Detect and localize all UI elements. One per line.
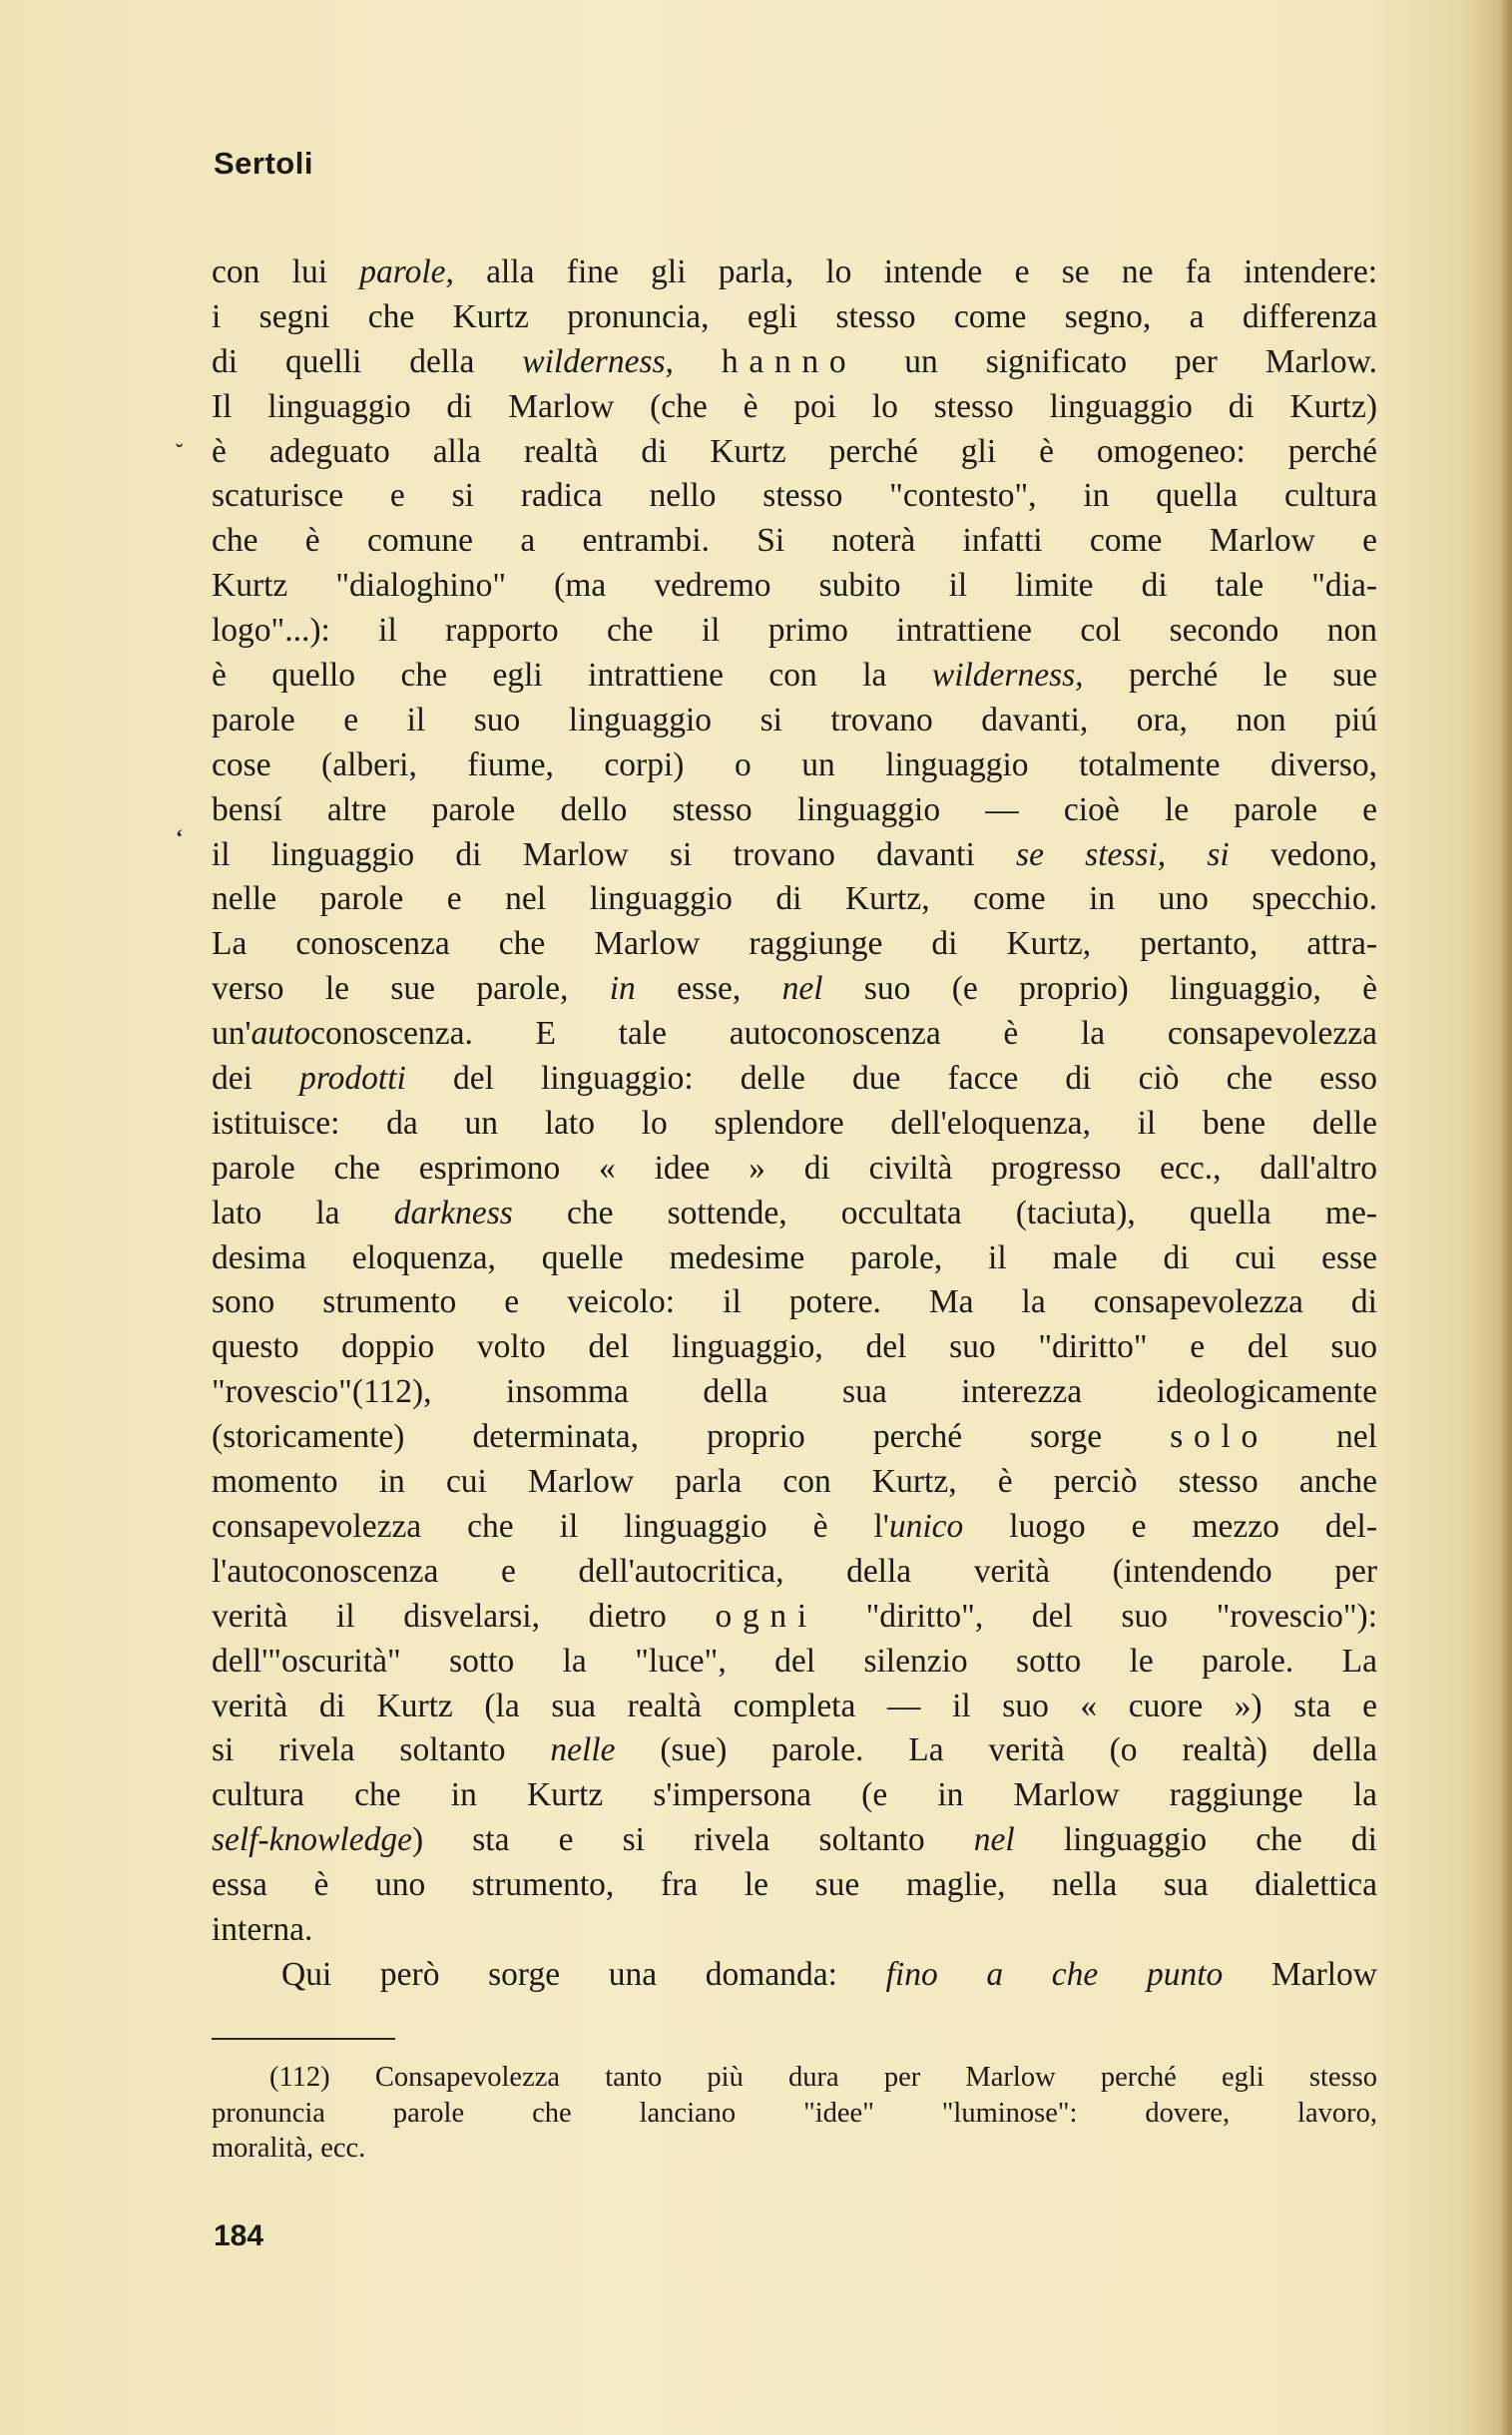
body-line: Il linguaggio di Marlow (che è poi lo stesso linguaggio di Kurtz) [212, 387, 1377, 425]
body-line: il linguaggio di Marlow si trovano davanti se stessi, si vedono, [212, 835, 1377, 873]
footnote [212, 2060, 1377, 2167]
body-line: è quello che egli intrattiene con la wilderness, perché le sue [212, 657, 1377, 695]
italic-text: self-knowledge [212, 1821, 412, 1859]
italic-text: darkness [393, 1194, 513, 1231]
body-line: istituisce: da un lato lo splendore dell'eloquenza, il bene delle [212, 1104, 1377, 1142]
body-line: essa è uno strumento, fra le sue maglie, nella sua dialettica [212, 1866, 1377, 1904]
body-line: verità di Kurtz (la sua realtà completa — il suo « cuore ») sta e [212, 1687, 1377, 1724]
body-line: La conoscenza che Marlow raggiunge di Kurtz, pertanto, attra- [212, 925, 1377, 963]
body-line: lato la darkness che sottende, occultata (taciuta), quella me- [212, 1194, 1377, 1231]
italic-text: fino a che punto [885, 1955, 1224, 1993]
italic-text: wilderness, [931, 657, 1084, 695]
italic-text: auto [251, 1015, 311, 1053]
footnote-divider [212, 2038, 395, 2040]
spaced-text: ogni [715, 1597, 817, 1635]
body-line: verso le sue parole, in esse, nel suo (e proprio) linguaggio, è [212, 970, 1378, 1008]
body-line: nelle parole e nel linguaggio di Kurtz, come in uno specchio. [212, 880, 1377, 918]
body-line: cultura che in Kurtz s'impersona (e in Marlow raggiunge la [212, 1776, 1377, 1814]
body-line: interna. [212, 1910, 313, 1948]
body-line: desima eloquenza, quelle medesime parole, il male di cui esse [212, 1238, 1377, 1276]
body-line: bensí altre parole dello stesso linguaggio — cioè le parole e [212, 790, 1377, 828]
body-line: cose (alberi, fiume, corpi) o un linguaggio totalmente diverso, [212, 745, 1377, 783]
footnote-line: (112) Consapevolezza tanto più dura per Marlow perché egli stesso [269, 2062, 1377, 2093]
body-line: dei prodotti del linguaggio: delle due facce di ciò che esso [212, 1060, 1377, 1098]
margin-mark: ˘ [176, 439, 184, 464]
body-line: si rivela soltanto nelle (sue) parole. La verità (o realtà) della [212, 1731, 1377, 1769]
page-number: 184 [214, 2219, 264, 2252]
body-line: self-knowledge) sta e si rivela soltanto nel linguaggio che di [212, 1821, 1377, 1859]
spaced-text: solo [1170, 1418, 1268, 1456]
running-header: Sertoli [214, 146, 313, 181]
italic-text: parole, [359, 253, 454, 290]
body-line: dell'"oscurità" sotto la "luce", del silenzio sotto le parole. La [212, 1642, 1377, 1680]
body-line: che è comune a entrambi. Si noterà infatti come Marlow e [212, 522, 1377, 560]
margin-mark: ʻ [176, 824, 184, 849]
body-text [212, 250, 1377, 1998]
italic-text: unico [888, 1507, 964, 1545]
body-line: l'autoconoscenza e dell'autocritica, della verità (intendendo per [212, 1552, 1377, 1590]
body-line: Kurtz "dialoghino" (ma vedremo subito il limite di tale "dia- [212, 567, 1377, 605]
body-line: momento in cui Marlow parla con Kurtz, è perciò stesso anche [212, 1463, 1377, 1501]
body-line: è adeguato alla realtà di Kurtz perché gli è omogeneo: perché [212, 432, 1377, 470]
body-line: "rovescio"(112), insomma della sua interezza ideologicamente [212, 1373, 1377, 1411]
italic-text: nelle [550, 1731, 616, 1769]
body-line: Qui però sorge una domanda: fino a che punto Marlow [281, 1955, 1378, 1993]
italic-text: in [609, 970, 636, 1008]
page-edge [1498, 0, 1512, 2435]
footnote-line: moralità, ecc. [212, 2133, 366, 2164]
body-line: un'autoconoscenza. E tale autoconoscenza è la consapevolezza [212, 1015, 1377, 1053]
body-line: (storicamente) determinata, proprio perché sorge solo nel [212, 1418, 1377, 1456]
body-line: questo doppio volto del linguaggio, del suo "diritto" e del suo [212, 1328, 1377, 1366]
italic-text: prodotti [299, 1060, 406, 1098]
body-line: consapevolezza che il linguaggio è l'unico luogo e mezzo del- [212, 1507, 1377, 1545]
italic-text: nel [781, 970, 823, 1008]
body-line: parole che esprimono « idee » di civiltà progresso ecc., dall'altro [212, 1149, 1377, 1187]
spaced-text: hanno [721, 342, 857, 380]
body-line: con lui parole, alla fine gli parla, lo intende e se ne fa intendere: [212, 253, 1378, 290]
footnote-line: pronuncia parole che lanciano "idee" "luminose": dovere, lavoro, [212, 2097, 1377, 2129]
italic-text: wilderness, [522, 342, 674, 380]
italic-text: se stessi, si [1016, 835, 1230, 873]
body-line: parole e il suo linguaggio si trovano davanti, ora, non piú [212, 701, 1377, 738]
body-line: verità il disvelarsi, dietro ogni "diritto", del suo "rovescio"): [212, 1597, 1377, 1635]
italic-text: nel [973, 1821, 1015, 1859]
body-line: i segni che Kurtz pronuncia, egli stesso come segno, a differenza [212, 297, 1377, 335]
body-line: logo"...): il rapporto che il primo intrattiene col secondo non [212, 612, 1377, 650]
body-line: scaturisce e si radica nello stesso "contesto", in quella cultura [212, 477, 1377, 515]
body-line: di quelli della wilderness, hanno un significato per Marlow. [212, 342, 1378, 380]
body-line: sono strumento e veicolo: il potere. Ma la consapevolezza di [212, 1283, 1377, 1321]
